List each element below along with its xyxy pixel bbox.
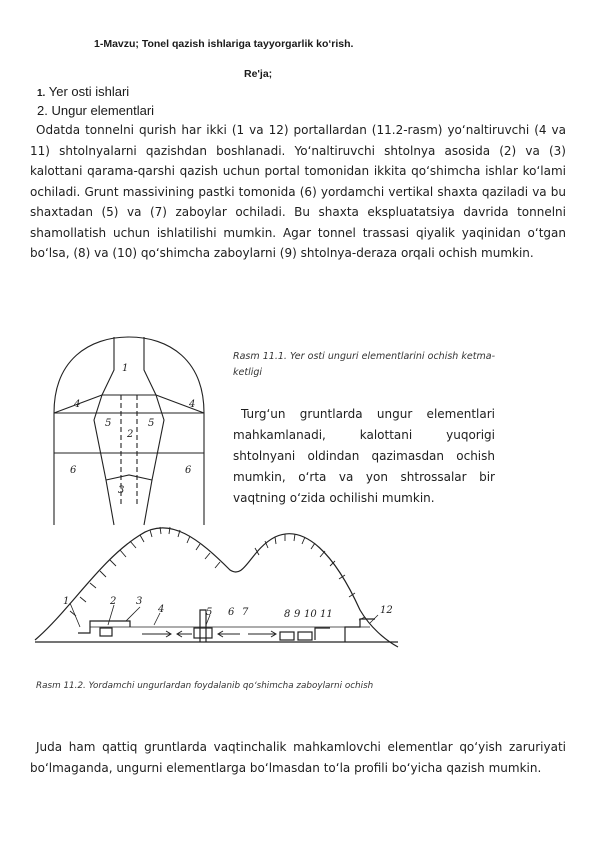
- figure-label: 2: [127, 429, 134, 440]
- figure-label: 5: [206, 607, 213, 618]
- figure-label: 2: [110, 596, 117, 607]
- figure-label: 11: [320, 609, 333, 620]
- figure-caption: Rasm 11.1. Yer osti unguri elementlarini ochish ketma-ketligi: [233, 351, 495, 378]
- plan-item-number: 1.: [37, 88, 46, 99]
- figure-label: 3: [118, 485, 125, 496]
- figure-label: 10: [304, 609, 317, 620]
- figure-label: 8: [284, 609, 291, 620]
- plan-item-text: Yer osti ishlari: [48, 84, 130, 99]
- figure-label: 4: [189, 399, 196, 410]
- plan-item-text: Ungur elementlari: [51, 103, 155, 118]
- figure-label: 1: [63, 596, 70, 607]
- figure-caption: Rasm 11.2. Yordamchi ungurlardan foydalanib qo‘shimcha zaboylarni ochish: [36, 681, 374, 691]
- figure-label: 6: [185, 465, 192, 476]
- figure-label: 7: [242, 607, 249, 618]
- plan-item: [37, 103, 154, 118]
- tunnel-cross-section-figure: [44, 325, 214, 530]
- figure-label: 6: [228, 607, 235, 618]
- plan-heading: Re'ja;: [244, 68, 273, 80]
- figure-label: 12: [380, 605, 393, 616]
- plan-item: [37, 84, 129, 99]
- body-paragraph: Odatda tonnelni qurish har ikki (1 va 12) portallardan (11.2-rasm) yo‘naltiruvchi (4 va 11) shtolnyalarni qazishdan boshlanadi. Yo‘naltiruvchi shtolnya asosida (2) va (3) kalottani qarama-qarshi qazish uchun portal tomonidan ikkita qo‘shimcha ishlar ko‘lami ochiladi. Grunt massivining pastki tomonida (6) yordamchi vertikal shaxta qaziladi va bu shaxtadan (5) va (7) zaboylar ochiladi. Bu shaxta ekspluatatsiya davrida tonnelni shamollatish uchun ishlatilishi mumkin. Agar tonnel trassasi qiyalik yaqinidan o‘tgan bo‘lsa, (8) va (10) qo‘shimcha zaboylarni (9) shtolnya-deraza orqali ochish mumkin.: [30, 123, 566, 260]
- body-paragraph: Juda ham qattiq gruntlarda vaqtinchalik mahkamlovchi elementlar qo‘yish zaruriyati bo‘lmaganda, ungurni elementlarga bo‘lmasdan to‘la profili bo‘yicha qazish mumkin.: [30, 740, 566, 775]
- figure-2-labels: [63, 596, 393, 620]
- figure-label: 4: [158, 604, 165, 615]
- tunnel-longitudinal-figure: [30, 515, 402, 670]
- page-title: 1-Mavzu; Tonel qazish ishlariga tayyorgarlik ko‘rish.: [94, 38, 354, 50]
- figure-label: 5: [148, 418, 155, 429]
- figure-label: 3: [136, 596, 143, 607]
- figure-label: 1: [122, 363, 129, 374]
- figure-label: 4: [74, 399, 81, 410]
- figure-label: 6: [70, 465, 77, 476]
- figure-label: 9: [294, 609, 301, 620]
- body-paragraph: Turg‘un gruntlarda ungur elementlari mahkamlanadi, kalottani yuqorigi shtolnyani oldindan qazimasdan ochish mumkin, o‘rta va yon shtrossalar bir vaqtning o‘zida ochilishi mumkin.: [233, 407, 495, 505]
- plan-item-number: 2.: [37, 103, 48, 118]
- figure-label: 5: [105, 418, 112, 429]
